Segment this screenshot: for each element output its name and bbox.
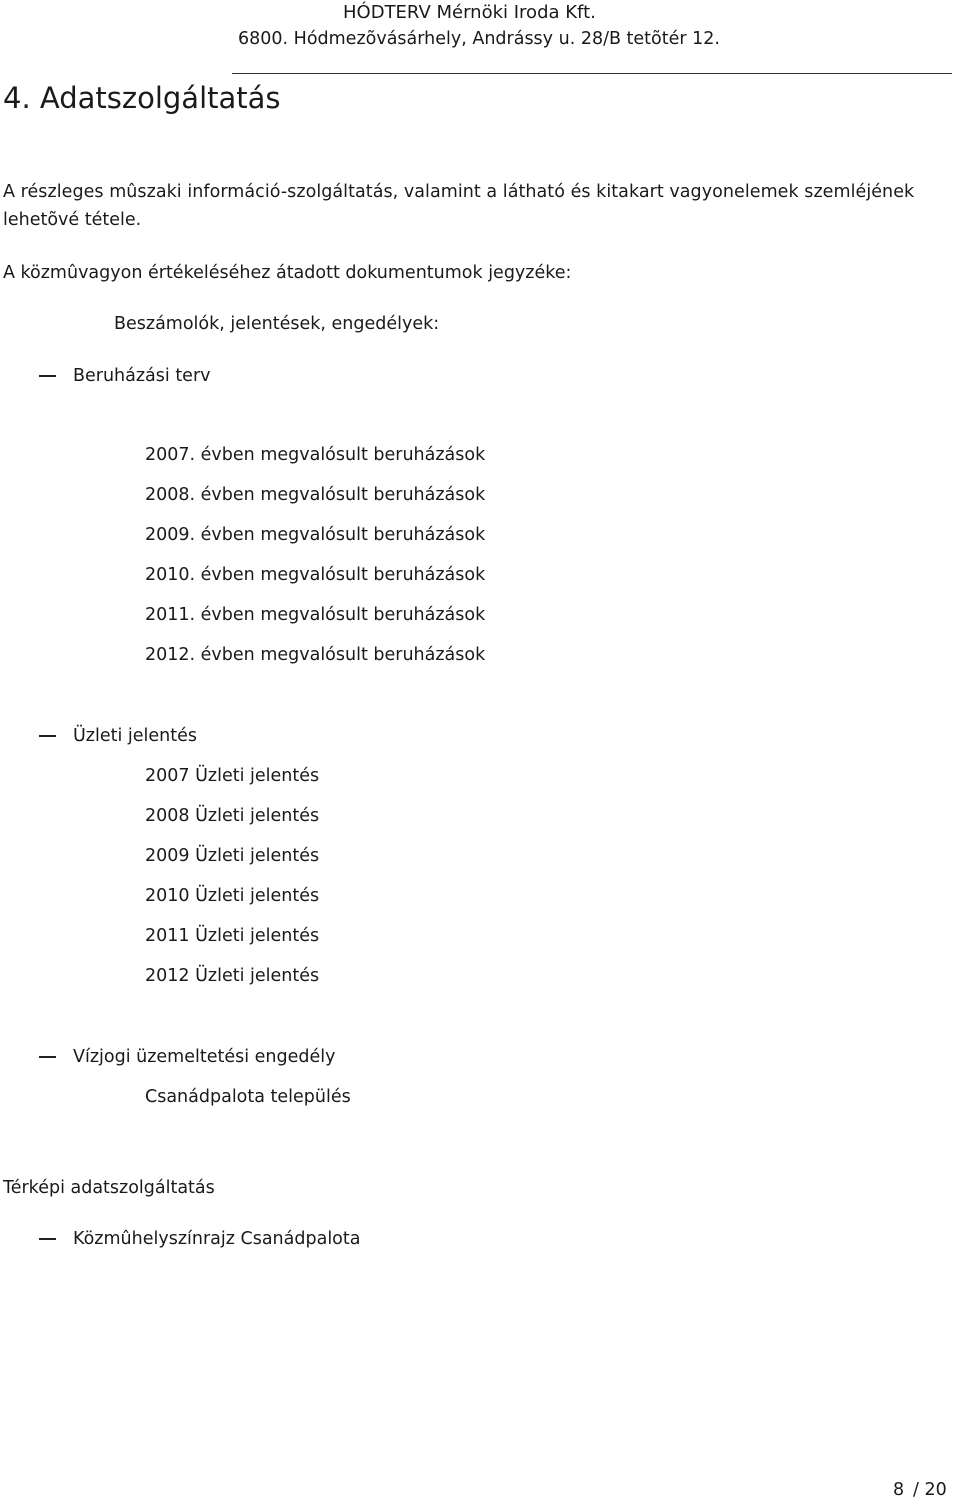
list-item: 2007. évben megvalósult beruházások	[145, 445, 486, 465]
section-title: 4. Adatszolgáltatás	[3, 81, 281, 115]
intro-line-1: A részleges mûszaki információ-szolgáltatás, valamint a látható és kitakart vagyonelemek szemléjének	[3, 182, 915, 202]
header-rule	[232, 73, 952, 74]
company-address: 6800. Hódmezõvásárhely, Andrássy u. 28/B tetõtér 12.	[238, 29, 720, 49]
company-name: HÓDTERV Mérnöki Iroda Kft.	[343, 2, 596, 23]
list-dash	[39, 735, 56, 737]
list-item: 2010 Üzleti jelentés	[145, 886, 320, 906]
list-item: 2011. évben megvalósult beruházások	[145, 605, 486, 625]
list-dash	[39, 1238, 56, 1240]
intro-line-2: lehetõvé tétele.	[3, 210, 142, 230]
list-item: Csanádpalota település	[145, 1087, 351, 1107]
list-item: 2012. évben megvalósult beruházások	[145, 645, 486, 665]
list-dash	[39, 1056, 56, 1058]
list-item: 2008. évben megvalósult beruházások	[145, 485, 486, 505]
list-item: 2011 Üzleti jelentés	[145, 926, 320, 946]
list-item: 2010. évben megvalósult beruházások	[145, 565, 486, 585]
group-title-beruhazasi-terv: Beruházási terv	[73, 366, 211, 386]
list-item: 2009 Üzleti jelentés	[145, 846, 320, 866]
list-item: 2009. évben megvalósult beruházások	[145, 525, 486, 545]
list-item: 2007 Üzleti jelentés	[145, 766, 320, 786]
list-item: 2012 Üzleti jelentés	[145, 966, 320, 986]
map-service-item: Közmûhelyszínrajz Csanádpalota	[73, 1229, 361, 1249]
list-dash	[39, 375, 56, 377]
page-number-current: 8	[893, 1480, 905, 1500]
page-number-total: / 20	[913, 1480, 947, 1500]
reports-heading: Beszámolók, jelentések, engedélyek:	[114, 314, 440, 334]
documents-intro: A közmûvagyon értékeléséhez átadott dokumentumok jegyzéke:	[3, 263, 572, 283]
group-title-vizjogi-engedely: Vízjogi üzemeltetési engedély	[73, 1047, 336, 1067]
list-item: 2008 Üzleti jelentés	[145, 806, 320, 826]
map-service-heading: Térképi adatszolgáltatás	[3, 1178, 215, 1198]
group-title-uzleti-jelentes: Üzleti jelentés	[73, 726, 198, 746]
